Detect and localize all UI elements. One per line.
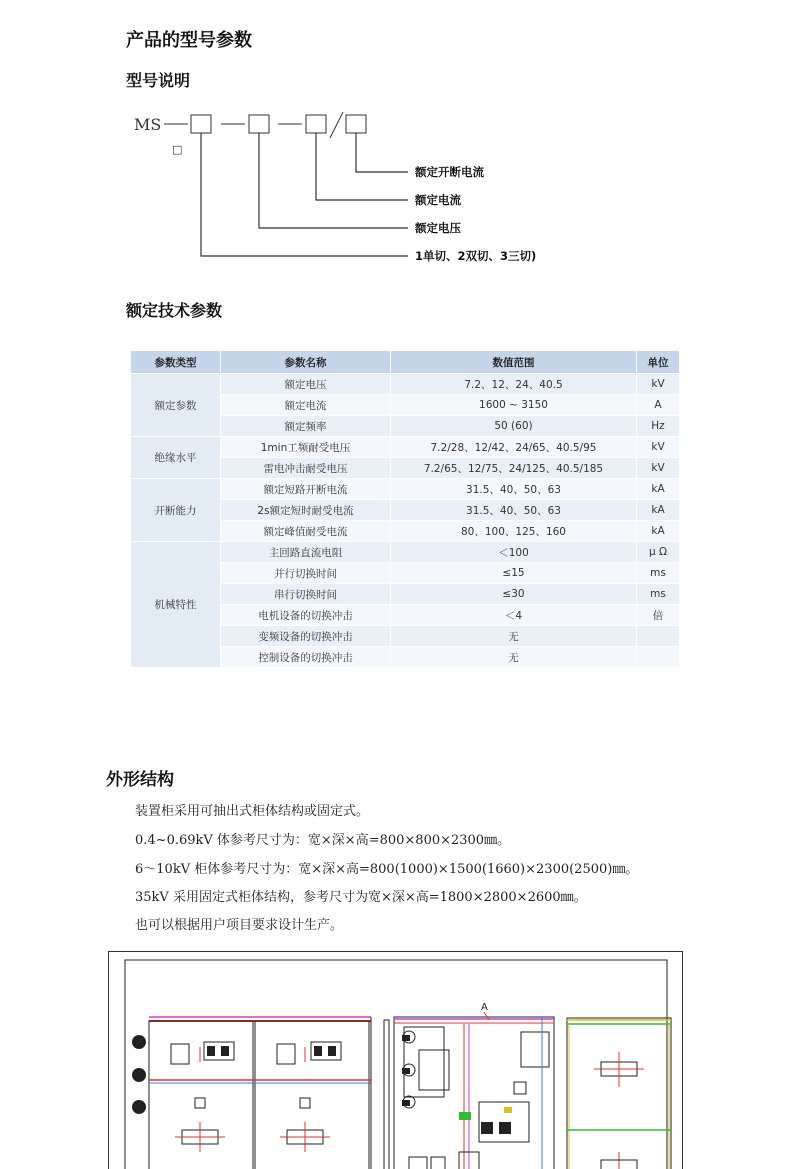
- header-value: 数值范围: [391, 351, 637, 374]
- table-row: [131, 542, 680, 563]
- param-unit: kA: [637, 521, 680, 542]
- param-name: 串行切换时间: [221, 584, 391, 605]
- param-value: 7.2/65、12/75、24/125、40.5/185: [391, 458, 637, 479]
- front-cabinet-1: [149, 1021, 253, 1169]
- param-unit: [637, 626, 680, 647]
- param-unit: kA: [637, 479, 680, 500]
- param-unit: [637, 647, 680, 668]
- callout-switch-type: 1单切、2双切、3三切): [415, 249, 537, 263]
- callout-breaking-current: 额定开断电流: [415, 165, 484, 179]
- param-unit: kV: [637, 437, 680, 458]
- category-cell: 额定参数: [131, 374, 221, 437]
- param-value: 7.2/28、12/42、24/65、40.5/95: [391, 437, 637, 458]
- rated-section-title: 额定技术参数: [126, 301, 223, 320]
- category-cell: 机械特性: [131, 542, 221, 668]
- drawing-label: A: [481, 1002, 488, 1013]
- param-value: ≤30: [391, 584, 637, 605]
- header-unit: 单位: [637, 351, 680, 374]
- param-value: ＜4: [391, 605, 637, 626]
- param-name: 控制设备的切换冲击: [221, 647, 391, 668]
- model-box-4: [346, 115, 366, 133]
- param-value: 7.2、12、24、40.5: [391, 374, 637, 395]
- param-unit: kV: [637, 374, 680, 395]
- outline-paragraph-3: 6～10kV 柜体参考尺寸为：宽×深×高=800(1000)×1500(1660)×2300(2500)㎜。: [135, 862, 639, 877]
- param-value: 31.5、40、50、63: [391, 479, 637, 500]
- param-name: 额定短路开断电流: [221, 479, 391, 500]
- param-name: 2s额定短时耐受电流: [221, 500, 391, 521]
- model-box-3: [306, 115, 326, 133]
- param-value: 无: [391, 626, 637, 647]
- param-unit: kV: [637, 458, 680, 479]
- param-unit: Hz: [637, 416, 680, 437]
- param-unit: kA: [637, 500, 680, 521]
- param-name: 1min工频耐受电压: [221, 437, 391, 458]
- param-name: 额定电压: [221, 374, 391, 395]
- outline-paragraph-2: 0.4~0.69kV 体参考尺寸为：宽×深×高=800×800×2300㎜。: [135, 833, 511, 848]
- param-value: 80、100、125、160: [391, 521, 637, 542]
- drawing-frame: [125, 960, 667, 1169]
- callout-rated-current: 额定电流: [415, 193, 461, 207]
- param-name: 额定频率: [221, 416, 391, 437]
- param-unit: 倍: [637, 605, 680, 626]
- param-name: 雷电冲击耐受电压: [221, 458, 391, 479]
- cabinet-drawing: [108, 951, 683, 1169]
- outline-paragraph-1: 装置柜采用可抽出式柜体结构或固定式。: [135, 804, 370, 819]
- param-name: 变频设备的切换冲击: [221, 626, 391, 647]
- param-name: 额定电流: [221, 395, 391, 416]
- param-unit: ms: [637, 563, 680, 584]
- param-name: 额定峰值耐受电流: [221, 521, 391, 542]
- param-value: ≤15: [391, 563, 637, 584]
- header-name: 参数名称: [221, 351, 391, 374]
- front-cabinet-2: [255, 1021, 369, 1169]
- param-unit: ms: [637, 584, 680, 605]
- rated-parameters-table: [130, 350, 680, 668]
- model-sub-box: □: [172, 143, 183, 156]
- outline-paragraph-4: 35kV 采用固定式柜体结构，参考尺寸为宽×深×高=1800×2800×2600㎜。: [135, 890, 587, 905]
- param-unit: A: [637, 395, 680, 416]
- param-value: 50 (60): [391, 416, 637, 437]
- table-row: [131, 437, 680, 458]
- param-name: 主回路直流电阻: [221, 542, 391, 563]
- param-value: ＜100: [391, 542, 637, 563]
- header-category: 参数类型: [131, 351, 221, 374]
- table-row: [131, 374, 680, 395]
- table-row: [131, 479, 680, 500]
- category-cell: 开断能力: [131, 479, 221, 542]
- model-diagram: [128, 108, 548, 273]
- param-value: 无: [391, 647, 637, 668]
- model-box-1: [191, 115, 211, 133]
- page-title: 产品的型号参数: [126, 30, 252, 51]
- param-unit: μ Ω: [637, 542, 680, 563]
- model-box-2: [249, 115, 269, 133]
- param-name: 电机设备的切换冲击: [221, 605, 391, 626]
- category-cell: 绝缘水平: [131, 437, 221, 479]
- param-value: 1600 ~ 3150: [391, 395, 637, 416]
- param-value: 31.5、40、50、63: [391, 500, 637, 521]
- outline-paragraph-5: 也可以根据用户项目要求设计生产。: [135, 918, 344, 933]
- param-name: 并行切换时间: [221, 563, 391, 584]
- callout-rated-voltage: 额定电压: [415, 221, 461, 235]
- table-header-row: [131, 351, 680, 374]
- outline-section-title: 外形结构: [106, 770, 174, 790]
- model-prefix: MS: [134, 115, 162, 134]
- cabinet-drawing-svg: [109, 952, 683, 1169]
- model-section-title: 型号说明: [126, 71, 191, 90]
